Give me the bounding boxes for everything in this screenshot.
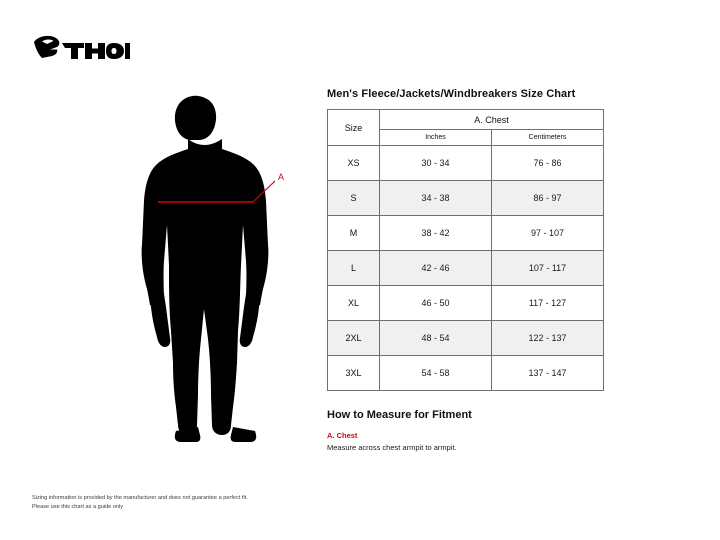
header-chest: A. Chest xyxy=(380,110,604,130)
cell-centimeters: 97 - 107 xyxy=(492,216,604,251)
cell-inches: 30 - 34 xyxy=(380,146,492,181)
header-inches: Inches xyxy=(380,130,492,146)
cell-inches: 48 - 54 xyxy=(380,321,492,356)
cell-centimeters: 76 - 86 xyxy=(492,146,604,181)
table-row xyxy=(328,321,604,356)
cell-size: XS xyxy=(328,146,380,181)
table-row xyxy=(328,356,604,391)
cell-size: S xyxy=(328,181,380,216)
size-chart-panel xyxy=(327,88,603,452)
cell-centimeters: 122 - 137 xyxy=(492,321,604,356)
cell-centimeters: 86 - 97 xyxy=(492,181,604,216)
cell-size: 3XL xyxy=(328,356,380,391)
cell-centimeters: 137 - 147 xyxy=(492,356,604,391)
cell-size: XL xyxy=(328,286,380,321)
cell-centimeters: 107 - 117 xyxy=(492,251,604,286)
how-to-measure-section xyxy=(327,409,603,452)
how-to-measure-title: How to Measure for Fitment xyxy=(327,409,472,421)
table-row xyxy=(328,286,604,321)
page-title: Men's Fleece/Jackets/Windbreakers Size Chart xyxy=(327,88,576,100)
header-centimeters: Centimeters xyxy=(492,130,604,146)
cell-inches: 38 - 42 xyxy=(380,216,492,251)
how-to-measure-text: Measure across chest armpit to armpit. xyxy=(327,443,457,452)
table-row xyxy=(328,146,604,181)
disclaimer-line-2: Please use this chart as a guide only xyxy=(32,504,124,511)
cell-centimeters: 117 - 127 xyxy=(492,286,604,321)
table-row xyxy=(328,251,604,286)
body-measurement-figure xyxy=(120,95,310,445)
cell-size: 2XL xyxy=(328,321,380,356)
size-chart-body xyxy=(328,146,604,391)
cell-inches: 42 - 46 xyxy=(380,251,492,286)
disclaimer xyxy=(32,494,452,512)
cell-size: L xyxy=(328,251,380,286)
brand-logo xyxy=(32,33,130,63)
table-row xyxy=(328,181,604,216)
table-row xyxy=(328,216,604,251)
thor-helmet-icon xyxy=(32,33,130,63)
table-header-row xyxy=(328,110,604,130)
header-size: Size xyxy=(328,110,380,146)
cell-inches: 46 - 50 xyxy=(380,286,492,321)
cell-size: M xyxy=(328,216,380,251)
disclaimer-line-1: Sizing information is provided by the manufacturer and does not guarantee a perfect fit. xyxy=(32,495,248,502)
chest-callout-label: A xyxy=(278,172,285,182)
size-chart-table xyxy=(327,109,604,391)
cell-inches: 54 - 58 xyxy=(380,356,492,391)
how-to-measure-label: A. Chest xyxy=(327,431,358,440)
male-silhouette-icon xyxy=(120,95,310,445)
cell-inches: 34 - 38 xyxy=(380,181,492,216)
